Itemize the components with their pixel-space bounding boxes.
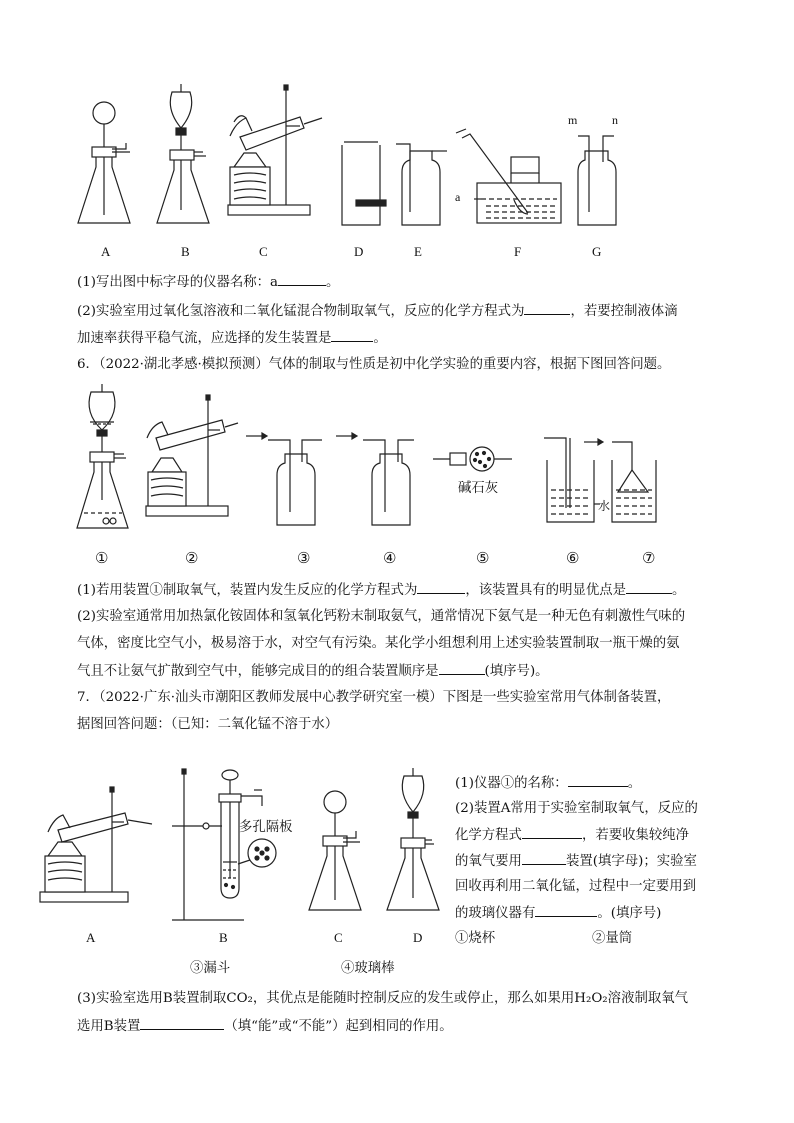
q6-part2-line3	[77, 662, 549, 681]
apparatus-e	[396, 144, 447, 225]
label-2: ②	[185, 551, 199, 567]
q7-apparatus-c	[309, 791, 361, 910]
q7-apparatus-d	[387, 768, 439, 910]
label-letter-n: n	[612, 113, 618, 127]
apparatus-g	[578, 136, 616, 225]
apparatus-2	[146, 395, 238, 516]
figure-apparatus-a-d	[0, 760, 460, 935]
apparatus-3	[268, 440, 322, 525]
q6-part1-post: 。	[672, 583, 686, 598]
q6-part1-pre: (1)若用装置①制取氧气，装置内发生反应的化学方程式为	[77, 583, 418, 598]
q5-part2-line2	[77, 329, 387, 348]
q5-part2-post: ，若要控制液体滴	[570, 304, 678, 319]
q7-part3-line1: (3)实验室选用B装置制取CO₂，其优点是能随时控制反应的发生或停止，那么如果用H₂O₂溶液制取氧气	[77, 991, 689, 1006]
q7-part3-line2-post: （填“能”或“不能”）起到相同的作用。	[224, 1019, 453, 1034]
apparatus-f	[456, 129, 561, 223]
q5-part1-pre: (1)写出图中标字母的仪器名称：a	[77, 275, 279, 290]
q7-option-2: ②量筒	[592, 931, 633, 946]
q7-part3-line2	[77, 1017, 453, 1036]
apparatus-4	[363, 440, 414, 525]
label-c: C	[259, 244, 268, 259]
q5-part2-line1	[77, 302, 678, 321]
q6-part2-line2: 气体，密度比空气小，极易溶于水，对空气有污染。某化学小组想利用上述实验装置制取一瓶干燥的氨	[77, 636, 680, 651]
lime-label: 碱石灰	[458, 481, 499, 496]
label-f: F	[514, 244, 522, 259]
answer-blank[interactable]	[278, 273, 326, 286]
figure-apparatus-a-g	[0, 0, 794, 240]
apparatus-c	[228, 85, 322, 215]
q7-r2-l2	[455, 826, 689, 845]
q7-part3-line2-pre: 选用B装置	[77, 1019, 141, 1034]
label-7: ⑦	[642, 551, 656, 567]
apparatus-1	[77, 384, 128, 528]
q7-r2-l1: (2)装置A常用于实验室制取氧气，反应的	[455, 801, 698, 816]
q5-part2-line2-post: 。	[373, 331, 387, 346]
apparatus-a	[78, 102, 130, 223]
q7-apparatus-a	[40, 787, 152, 902]
water-label: 水	[598, 499, 611, 513]
answer-blank[interactable]	[439, 662, 485, 675]
apparatus-b	[157, 84, 209, 223]
q5-part1	[77, 273, 339, 292]
answer-blank[interactable]	[522, 852, 566, 865]
label-letter-a: a	[455, 190, 461, 204]
q5-part2-pre: (2)实验室用过氧化氢溶液和二氧化锰混合物制取氧气，反应的化学方程式为	[77, 304, 525, 319]
q7-stem-line1: 7．（2022·广东·汕头市潮阳区教师发展中心教学研究室一模）下图是一些实验室常用气体制备装置，	[77, 690, 671, 705]
answer-blank[interactable]	[522, 826, 582, 839]
label-e: E	[414, 244, 422, 259]
q7-label-c: C	[334, 930, 343, 945]
answer-blank[interactable]	[568, 774, 628, 787]
apparatus-6	[544, 438, 594, 522]
label-a: A	[101, 244, 111, 259]
q6-part1	[77, 581, 685, 600]
label-b: B	[181, 244, 190, 259]
q7-stem-line2: 据图回答问题：（已知：二氧化锰不溶于水）	[77, 717, 339, 732]
q7-r2-l2-pre: 化学方程式	[455, 828, 522, 843]
label-d: D	[354, 244, 364, 259]
q7-r2-l3	[455, 852, 697, 871]
q6-part1-mid: ，该装置具有的明显优点是	[465, 583, 627, 598]
q7-option-4: ④玻璃棒	[341, 961, 395, 976]
q7-r1	[455, 774, 641, 793]
apparatus-5	[433, 447, 512, 471]
q5-part2-line2-pre: 加速率获得平稳气流，应选择的发生装置是	[77, 331, 332, 346]
answer-blank[interactable]	[331, 329, 373, 342]
q7-r1-post: 。	[627, 776, 642, 791]
figure-apparatus-1-7	[0, 380, 794, 530]
q6-part2-line3-post: (填序号)。	[484, 664, 549, 679]
q7-r2-l3-post: 装置(填字母)；实验室	[565, 854, 697, 869]
apparatus-7	[612, 442, 656, 522]
q7-r1-pre: (1)仪器①的名称：	[455, 776, 568, 791]
answer-blank[interactable]	[626, 581, 672, 594]
q5-part1-post: 。	[326, 275, 340, 290]
answer-blank[interactable]	[140, 1017, 224, 1030]
apparatus-d	[342, 142, 386, 225]
q7-r2-l2-post: ，若要收集较纯净	[581, 828, 690, 843]
q6-stem: 6．（2022·湖北孝感·模拟预测）气体的制取与性质是初中化学实验的重要内容，根据下图回答问题。	[77, 357, 671, 372]
answer-blank[interactable]	[417, 581, 465, 594]
q7-label-a: A	[86, 930, 96, 945]
q7-r2-l5-pre: 的玻璃仪器有	[455, 906, 536, 921]
q6-part2-line1: (2)实验室通常用加热氯化铵固体和氢氧化钙粉末制取氨气，通常情况下氨气是一种无色有刺激性气味的	[77, 609, 686, 624]
label-3: ③	[297, 551, 311, 567]
q7-r2-l5	[455, 904, 661, 923]
answer-blank[interactable]	[535, 904, 597, 917]
q7-apparatus-b	[172, 769, 276, 920]
porous-plate-label: 多孔隔板	[239, 820, 293, 835]
q7-option-1: ①烧杯	[455, 931, 496, 946]
q6-part2-line3-pre: 气且不让氨气扩散到空气中，能够完成目的的组合装置顺序是	[77, 664, 439, 679]
label-5: ⑤	[476, 551, 490, 567]
label-6: ⑥	[566, 551, 580, 567]
label-letter-m: m	[568, 113, 578, 127]
label-4: ④	[383, 551, 397, 567]
label-1: ①	[95, 551, 109, 567]
q7-r2-l3-pre: 的氧气要用	[455, 854, 522, 869]
q7-r2-l5-post: 。(填序号)	[597, 906, 662, 921]
q7-option-3: ③漏斗	[190, 961, 231, 976]
label-g: G	[592, 244, 602, 259]
q7-label-b: B	[219, 930, 228, 945]
q7-label-d: D	[413, 930, 423, 945]
q7-r2-l4: 回收再利用二氧化锰，过程中一定要用到	[455, 879, 697, 894]
answer-blank[interactable]	[524, 302, 570, 315]
